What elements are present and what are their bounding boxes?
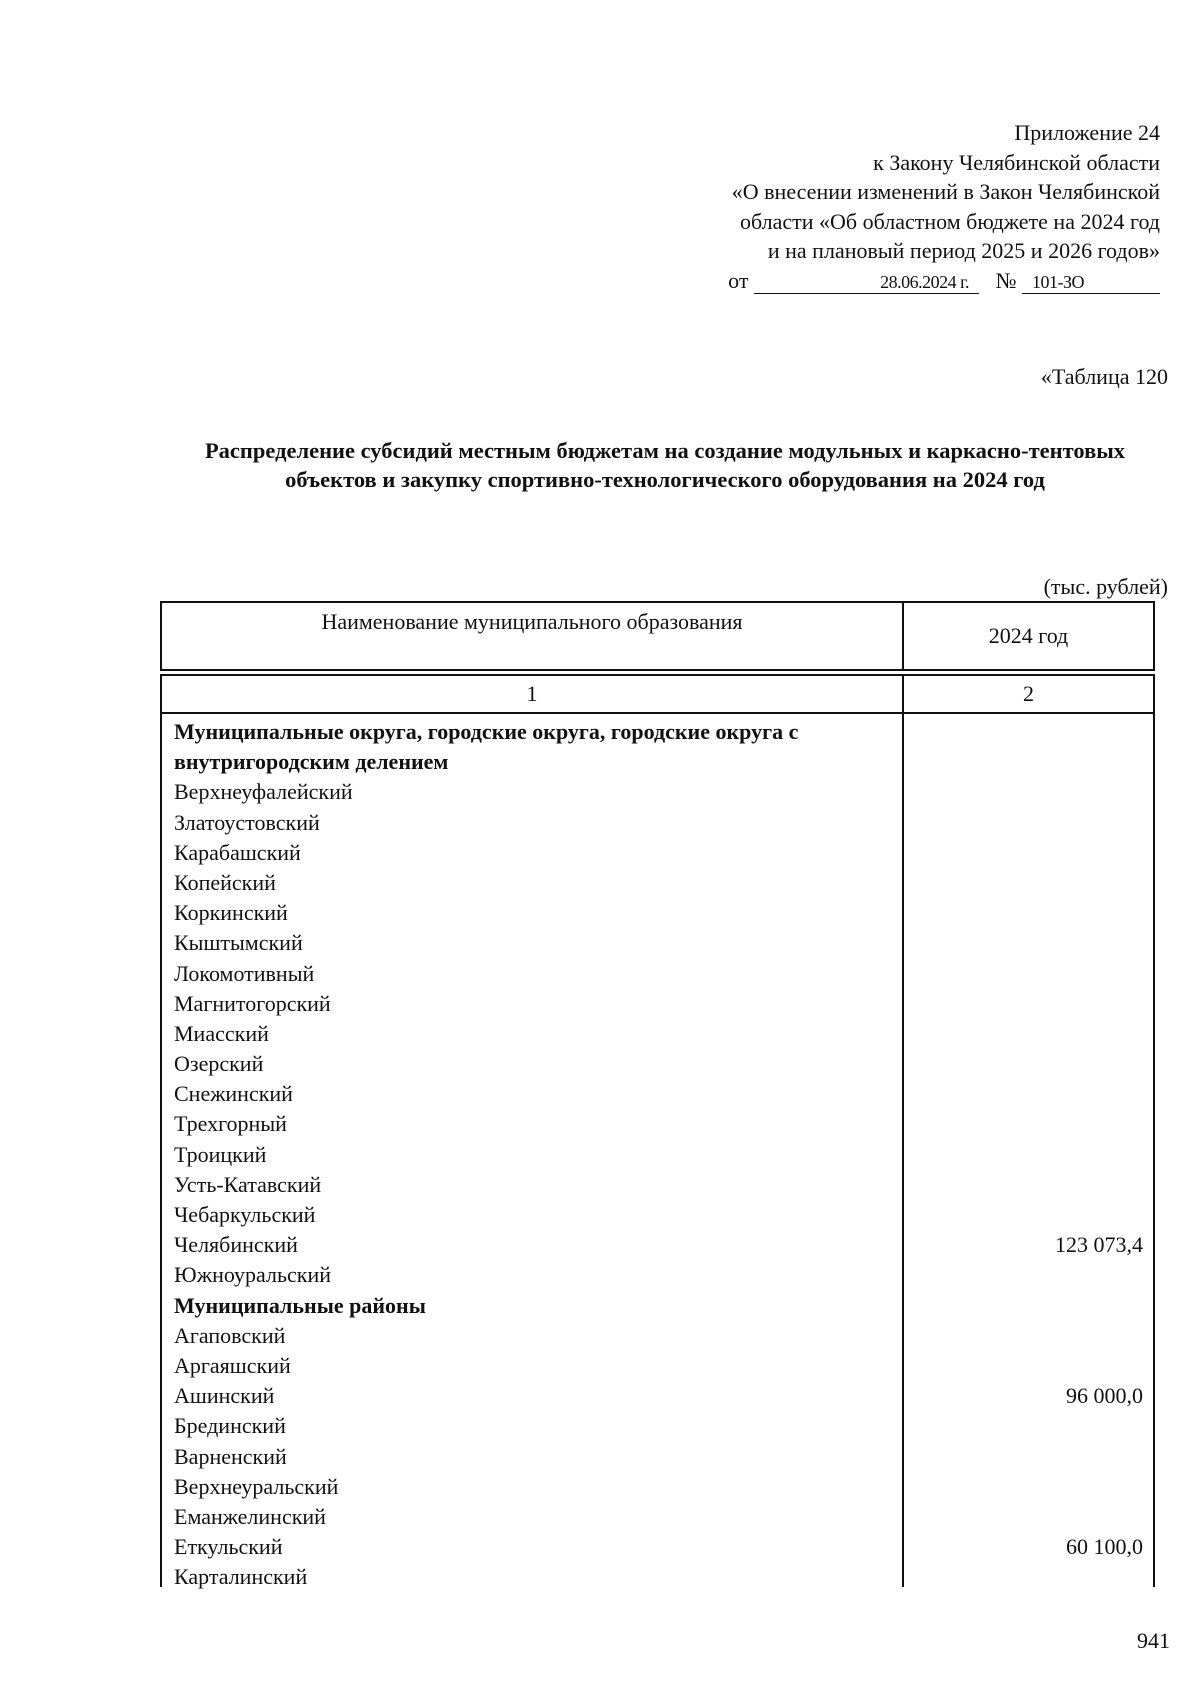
subsidy-value: 60 100,0 bbox=[1066, 1534, 1143, 1560]
value-cell bbox=[904, 1321, 1153, 1351]
table-row bbox=[174, 1230, 902, 1260]
value-cell bbox=[904, 1170, 1153, 1200]
annex-law-name-3: и на плановый период 2025 и 2026 годов» bbox=[767, 238, 1160, 263]
municipality-name: Агаповский bbox=[174, 1322, 286, 1348]
value-cell bbox=[904, 898, 1153, 928]
value-cell bbox=[904, 1442, 1153, 1472]
municipality-name: Троицкий bbox=[174, 1141, 267, 1167]
table-row bbox=[174, 1562, 902, 1592]
value-cell bbox=[904, 838, 1153, 868]
table-header bbox=[160, 601, 1155, 671]
municipality-name: Коркинский bbox=[174, 900, 288, 926]
municipality-name: Южноуральский bbox=[174, 1262, 331, 1288]
value-cell bbox=[904, 959, 1153, 989]
value-cell bbox=[904, 1532, 1153, 1562]
value-cell bbox=[904, 1562, 1153, 1592]
document-title: Распределение субсидий местным бюджетам на создание модульных и каркасно-тентовых объектов и закупку спортивно-технологического оборудования на 2024 год bbox=[204, 438, 1126, 492]
municipality-name: Карабашский bbox=[174, 839, 301, 865]
annex-title: Приложение 24 bbox=[1014, 120, 1160, 145]
municipality-name: Карталинский bbox=[174, 1564, 308, 1590]
law-date: 28.06.2024 г. bbox=[754, 271, 979, 294]
value-cell bbox=[904, 989, 1153, 1019]
table-row bbox=[174, 898, 902, 928]
table-row bbox=[174, 868, 902, 898]
table-row bbox=[174, 1351, 902, 1381]
table-row bbox=[174, 989, 902, 1019]
subsidy-table bbox=[160, 601, 1155, 1590]
municipality-name: Озерский bbox=[174, 1051, 264, 1077]
table-row bbox=[174, 1140, 902, 1170]
date-prefix: от bbox=[728, 267, 749, 293]
column-number-1: 1 bbox=[162, 676, 904, 712]
value-cell bbox=[904, 1472, 1153, 1502]
value-cell bbox=[904, 1140, 1153, 1170]
annex-law-name-2: области «Об областном бюджете на 2024 год bbox=[740, 208, 1160, 234]
header-name-column: Наименование муниципального образования bbox=[162, 603, 904, 669]
table-row bbox=[174, 1411, 902, 1441]
value-cell bbox=[904, 1351, 1153, 1381]
municipality-name: Локомотивный bbox=[174, 960, 315, 986]
column-numbers-row bbox=[160, 674, 1155, 714]
municipality-name: Чебаркульский bbox=[174, 1202, 316, 1228]
annex-date-number bbox=[600, 266, 1160, 296]
value-cell bbox=[904, 777, 1153, 807]
municipality-name: Миасский bbox=[174, 1020, 269, 1046]
names-column bbox=[162, 714, 904, 1590]
header-year-column: 2024 год bbox=[988, 623, 1069, 648]
table-row bbox=[174, 1200, 902, 1230]
annex-law-name-1: «О внесении изменений в Закон Челябинской bbox=[731, 179, 1160, 204]
municipality-name: Варненский bbox=[174, 1443, 287, 1469]
subsidy-value: 123 073,4 bbox=[1055, 1232, 1143, 1258]
table-label: «Таблица 120 bbox=[1040, 364, 1168, 389]
value-cell bbox=[904, 1291, 1153, 1321]
value-cell bbox=[904, 1200, 1153, 1230]
number-prefix: № bbox=[995, 267, 1017, 293]
table-row bbox=[174, 838, 902, 868]
value-cell bbox=[904, 717, 1153, 777]
table-row bbox=[174, 1109, 902, 1139]
table-row bbox=[174, 1019, 902, 1049]
municipality-name: Аргаяшский bbox=[174, 1352, 291, 1378]
table-row bbox=[174, 1442, 902, 1472]
value-cell bbox=[904, 928, 1153, 958]
municipality-name: Ашинский bbox=[174, 1383, 275, 1409]
table-row bbox=[174, 1321, 902, 1351]
column-number-2: 2 bbox=[1023, 681, 1034, 706]
table-row bbox=[174, 1381, 902, 1411]
page-number: 941 bbox=[1137, 1628, 1170, 1653]
municipality-name: Снежинский bbox=[174, 1081, 293, 1107]
table-body bbox=[160, 714, 1155, 1590]
table-row bbox=[174, 1079, 902, 1109]
table-row bbox=[174, 1049, 902, 1079]
value-cell bbox=[904, 1049, 1153, 1079]
value-cell bbox=[904, 808, 1153, 838]
table-row bbox=[174, 928, 902, 958]
table-row bbox=[174, 808, 902, 838]
municipality-name: Еткульский bbox=[174, 1534, 283, 1560]
table-row bbox=[174, 1472, 902, 1502]
value-cell bbox=[904, 1019, 1153, 1049]
value-cell bbox=[904, 1381, 1153, 1411]
municipality-name: Магнитогорский bbox=[174, 990, 331, 1016]
value-cell bbox=[904, 868, 1153, 898]
group-label: Муниципальные округа, городские округа, городские округа с внутригородским делением bbox=[174, 719, 799, 775]
value-cell bbox=[904, 1260, 1153, 1290]
table-row bbox=[174, 959, 902, 989]
subsidy-value: 96 000,0 bbox=[1066, 1383, 1143, 1409]
municipality-name: Усть-Катавский bbox=[174, 1171, 322, 1197]
municipality-name: Верхнеуфалейский bbox=[174, 779, 353, 805]
value-cell bbox=[904, 1411, 1153, 1441]
value-cell bbox=[904, 1109, 1153, 1139]
municipality-name: Брединский bbox=[174, 1413, 286, 1439]
table-row bbox=[174, 1260, 902, 1290]
table-row bbox=[174, 777, 902, 807]
group-row bbox=[174, 717, 902, 777]
municipality-name: Еманжелинский bbox=[174, 1503, 326, 1529]
table-row bbox=[174, 1532, 902, 1562]
municipality-name: Верхнеуральский bbox=[174, 1473, 339, 1499]
table-row bbox=[174, 1502, 902, 1532]
table-row bbox=[174, 1170, 902, 1200]
value-cell bbox=[904, 1502, 1153, 1532]
municipality-name: Кыштымский bbox=[174, 930, 303, 956]
group-label: Муниципальные районы bbox=[174, 1292, 426, 1318]
values-column bbox=[904, 714, 1153, 1587]
law-number: 101-ЗО bbox=[1022, 271, 1160, 294]
municipality-name: Копейский bbox=[174, 869, 276, 895]
group-row bbox=[174, 1291, 902, 1321]
municipality-name: Трехгорный bbox=[174, 1111, 287, 1137]
units-label: (тыс. рублей) bbox=[1043, 574, 1168, 599]
annex-header bbox=[600, 118, 1160, 295]
annex-law-ref: к Закону Челябинской области bbox=[873, 149, 1160, 175]
municipality-name: Златоустовский bbox=[174, 809, 320, 835]
municipality-name: Челябинский bbox=[174, 1232, 298, 1258]
value-cell bbox=[904, 1230, 1153, 1260]
value-cell bbox=[904, 1079, 1153, 1109]
